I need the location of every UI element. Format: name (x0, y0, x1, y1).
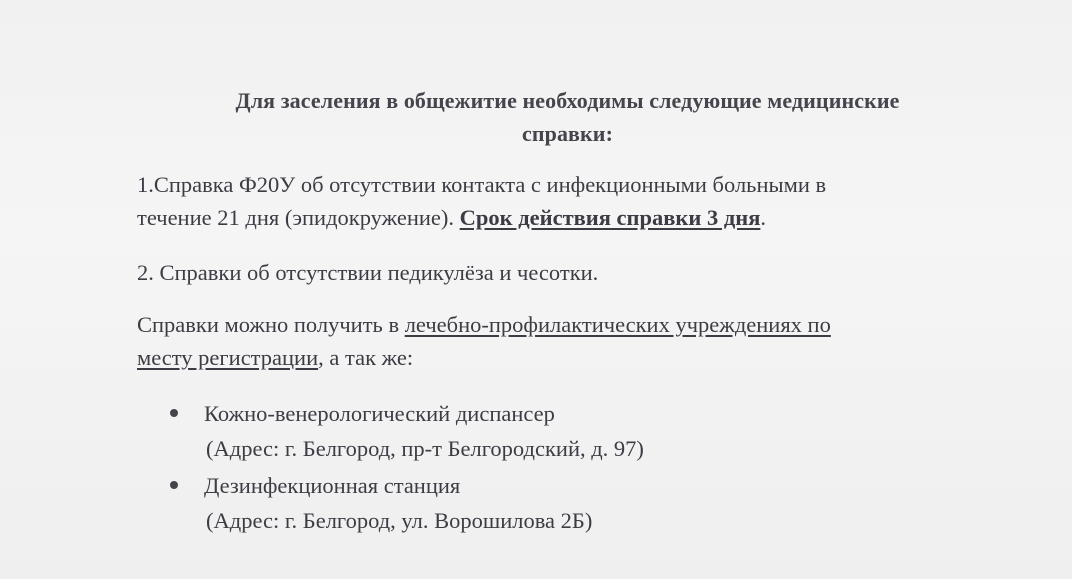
institutions-underlined: лечебно-профилактических учреждениях по (404, 312, 831, 337)
institutions-list (168, 396, 644, 540)
list-item (168, 468, 644, 538)
bullet-icon (170, 409, 178, 417)
where-to-get-paragraph (137, 308, 831, 374)
institution-name: Кожно-венерологический диспансер (204, 401, 555, 426)
document-title (180, 84, 955, 150)
validity-note: Срок действия справки 3 дня (459, 205, 761, 230)
institution-name: Дезинфекционная станция (204, 473, 461, 498)
requirement-1-line-2 (137, 201, 826, 234)
where-suffix: , а так же: (318, 345, 414, 370)
where-line-2 (137, 341, 831, 374)
where-prefix: Справки можно получить в (137, 312, 405, 337)
requirement-1-text: течение 21 дня (эпидокружение). (137, 205, 460, 230)
registration-underlined: месту регистрации (137, 345, 319, 370)
title-line-2: справки: (521, 121, 614, 146)
requirement-1-period: . (760, 205, 766, 230)
institution-address: (Адрес: г. Белгород, пр-т Белгородский, д. 97) (206, 436, 644, 461)
list-item (168, 396, 644, 466)
institution-address: (Адрес: г. Белгород, ул. Ворошилова 2Б) (206, 508, 593, 533)
requirement-2: 2. Справки об отсутствии педикулёза и чесотки. (137, 260, 599, 285)
requirement-1 (137, 168, 826, 234)
where-line-1 (137, 308, 831, 341)
requirement-1-line-1: 1.Справка Ф20У об отсутствии контакта с инфекционными больными в (137, 172, 827, 197)
title-line-1: Для заселения в общежитие необходимы следующие медицинские (235, 88, 900, 113)
bullet-icon (170, 481, 178, 489)
